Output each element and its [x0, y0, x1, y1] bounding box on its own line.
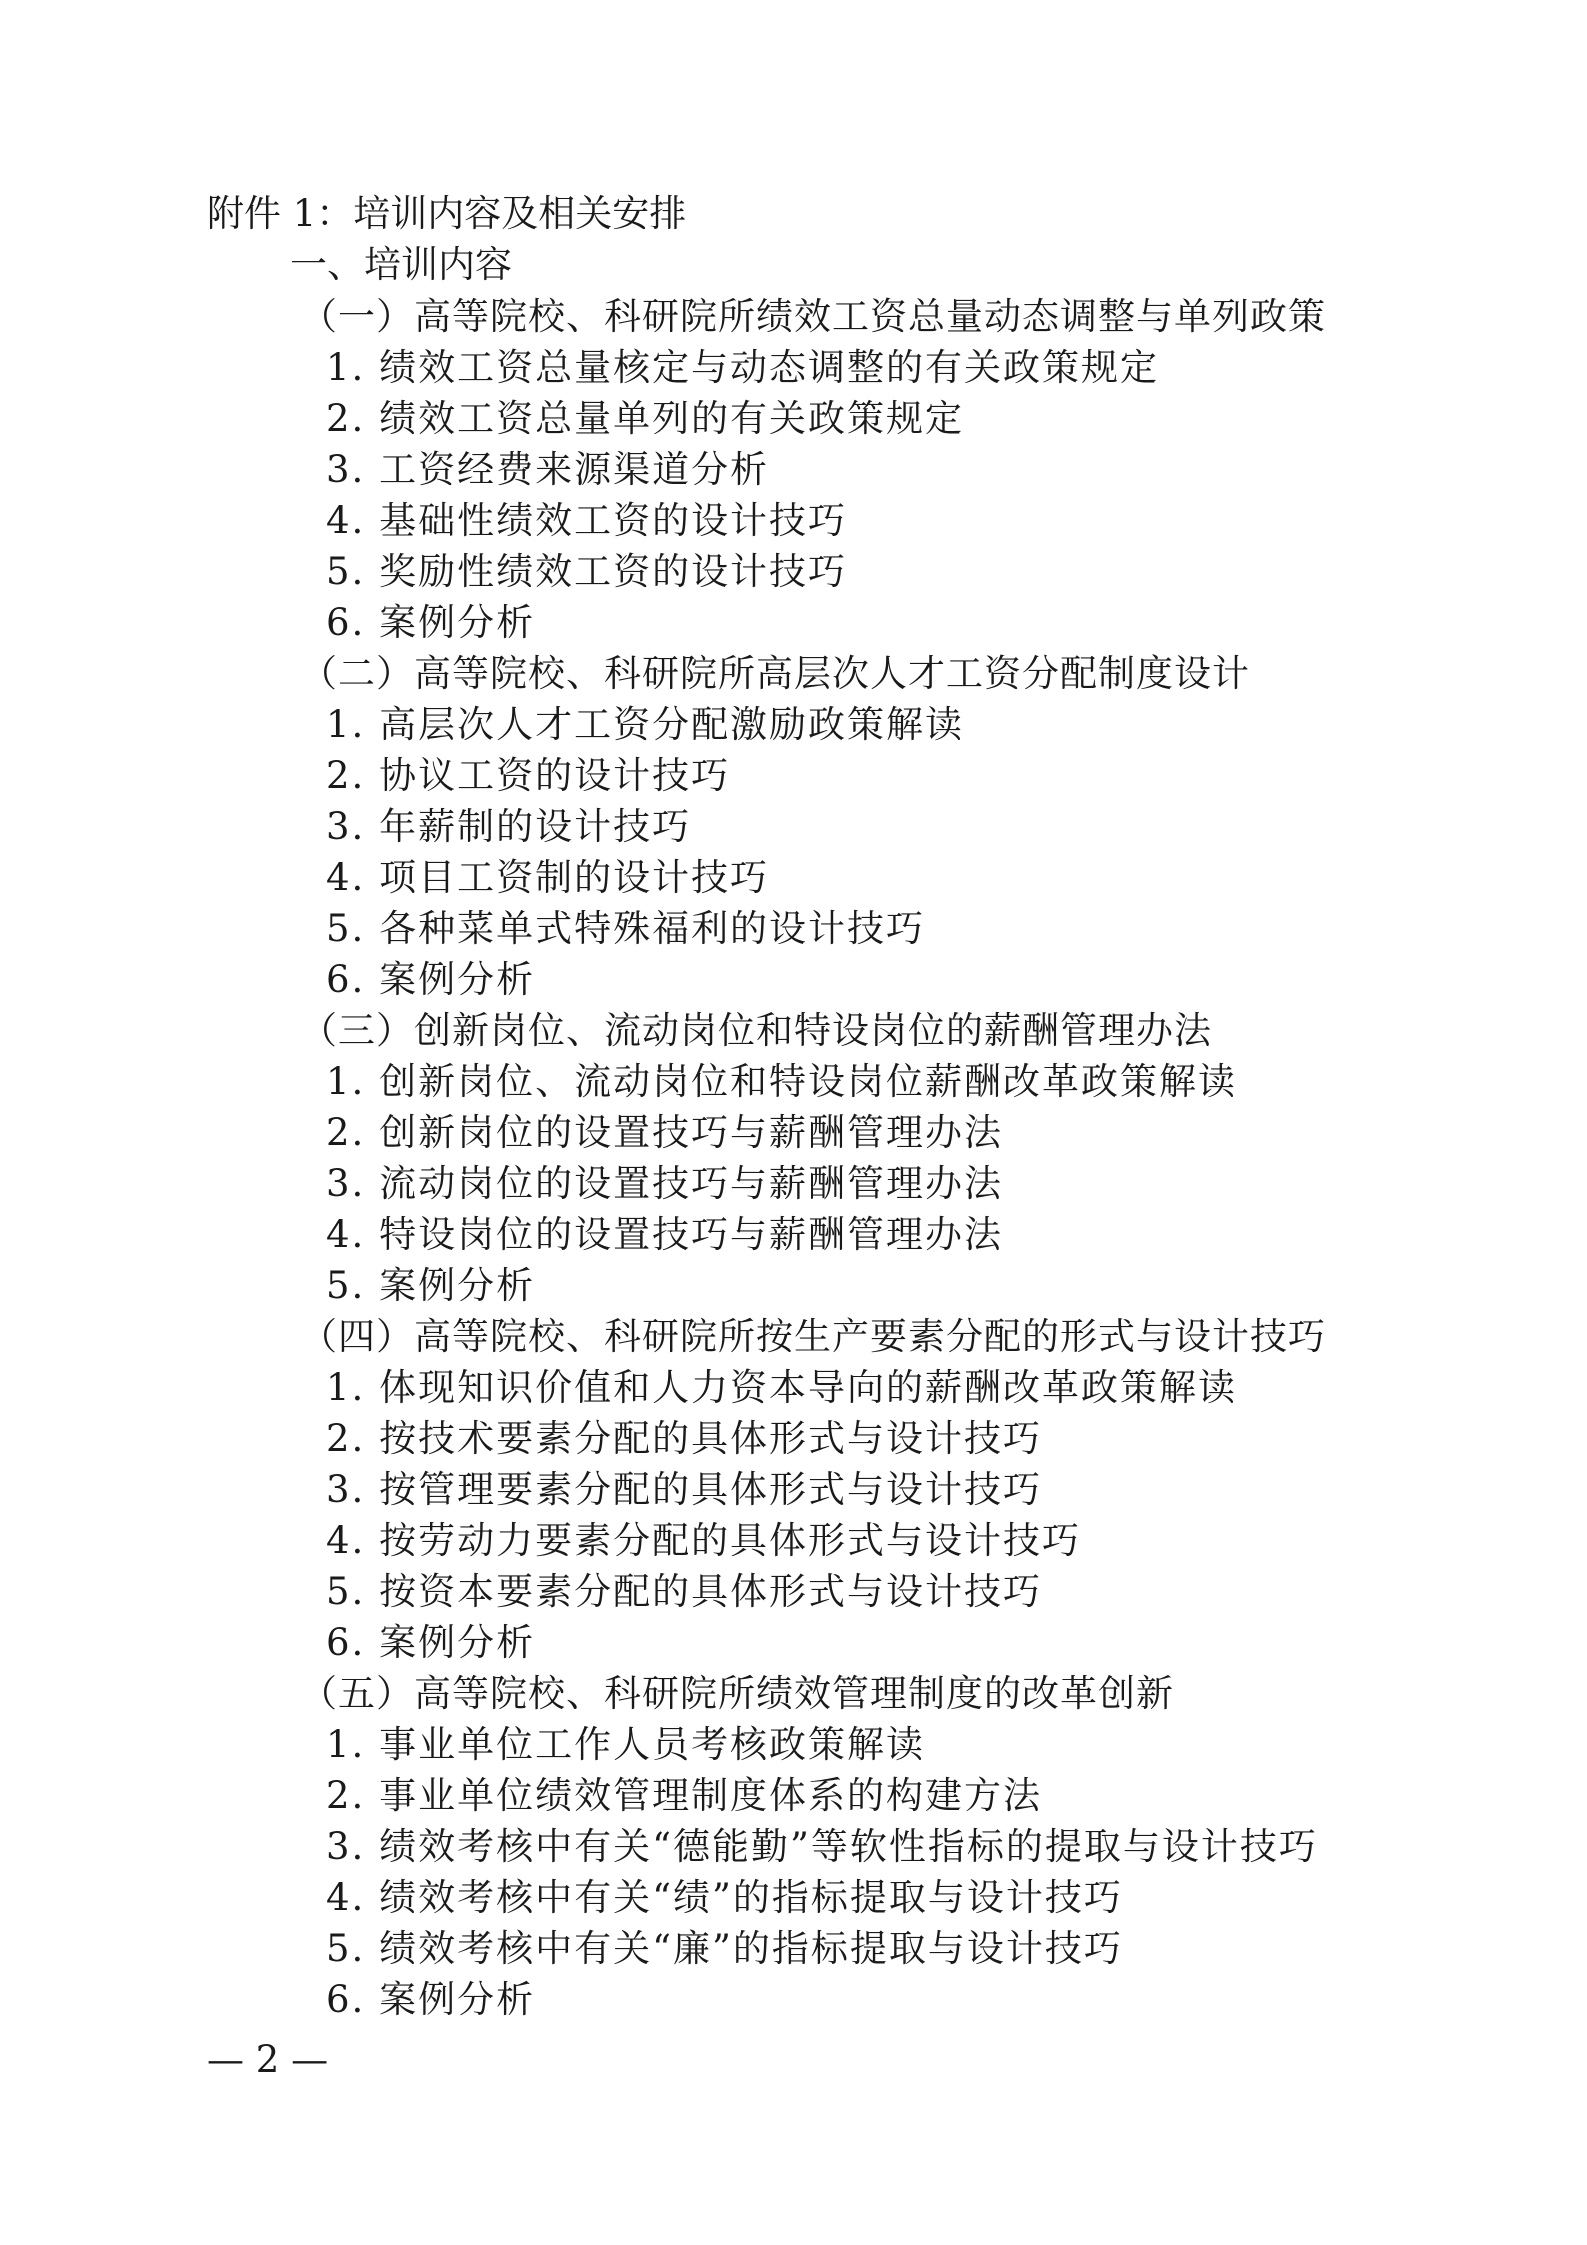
sub-section-heading: （三）创新岗位、流动岗位和特设岗位的薪酬管理办法 [300, 1009, 1212, 1052]
list-item: 6. 案例分析 [326, 1621, 536, 1664]
list-item: 5. 案例分析 [326, 1264, 536, 1307]
sub-section-heading: （四）高等院校、科研院所按生产要素分配的形式与设计技巧 [300, 1315, 1326, 1358]
training-content-list [300, 291, 1500, 2025]
list-item: 1. 创新岗位、流动岗位和特设岗位薪酬改革政策解读 [326, 1060, 1238, 1103]
list-item: 1. 体现知识价值和人力资本导向的薪酬改革政策解读 [326, 1366, 1238, 1409]
sub-section-heading: （一）高等院校、科研院所绩效工资总量动态调整与单列政策 [300, 295, 1326, 338]
list-item: 3. 按管理要素分配的具体形式与设计技巧 [326, 1468, 1043, 1511]
list-item: 3. 绩效考核中有关“德能勤”等软性指标的提取与设计技巧 [326, 1825, 1318, 1868]
list-item: 3. 年薪制的设计技巧 [326, 805, 692, 848]
section-heading: 一、培训内容 [290, 243, 512, 286]
list-item: 5. 奖励性绩效工资的设计技巧 [326, 550, 848, 593]
list-item: 4. 特设岗位的设置技巧与薪酬管理办法 [326, 1213, 1004, 1256]
list-item: 2. 创新岗位的设置技巧与薪酬管理办法 [326, 1111, 1004, 1154]
page-number: — 2 — [207, 2038, 329, 2081]
list-item: 2. 协议工资的设计技巧 [326, 754, 731, 797]
list-item: 2. 事业单位绩效管理制度体系的构建方法 [326, 1774, 1043, 1817]
list-item: 5. 各种菜单式特殊福利的设计技巧 [326, 907, 926, 950]
list-item: 5. 按资本要素分配的具体形式与设计技巧 [326, 1570, 1043, 1613]
list-item: 2. 绩效工资总量单列的有关政策规定 [326, 397, 965, 440]
list-item: 1. 高层次人才工资分配激励政策解读 [326, 703, 965, 746]
list-item: 3. 流动岗位的设置技巧与薪酬管理办法 [326, 1162, 1004, 1205]
list-item: 4. 基础性绩效工资的设计技巧 [326, 499, 848, 542]
list-item: 5. 绩效考核中有关“廉”的指标提取与设计技巧 [326, 1927, 1123, 1970]
list-item: 6. 案例分析 [326, 601, 536, 644]
list-item: 4. 项目工资制的设计技巧 [326, 856, 770, 899]
list-item: 6. 案例分析 [326, 958, 536, 1001]
list-item: 6. 案例分析 [326, 1978, 536, 2021]
sub-section-heading: （二）高等院校、科研院所高层次人才工资分配制度设计 [300, 652, 1250, 695]
list-item: 1. 事业单位工作人员考核政策解读 [326, 1723, 926, 1766]
list-item: 4. 绩效考核中有关“绩”的指标提取与设计技巧 [326, 1876, 1123, 1919]
list-item: 4. 按劳动力要素分配的具体形式与设计技巧 [326, 1519, 1082, 1562]
list-item: 1. 绩效工资总量核定与动态调整的有关政策规定 [326, 346, 1160, 389]
list-item: 3. 工资经费来源渠道分析 [326, 448, 770, 491]
attachment-title: 附件 1：培训内容及相关安排 [207, 192, 687, 235]
list-item: 2. 按技术要素分配的具体形式与设计技巧 [326, 1417, 1043, 1460]
sub-section-heading: （五）高等院校、科研院所绩效管理制度的改革创新 [300, 1672, 1174, 1715]
